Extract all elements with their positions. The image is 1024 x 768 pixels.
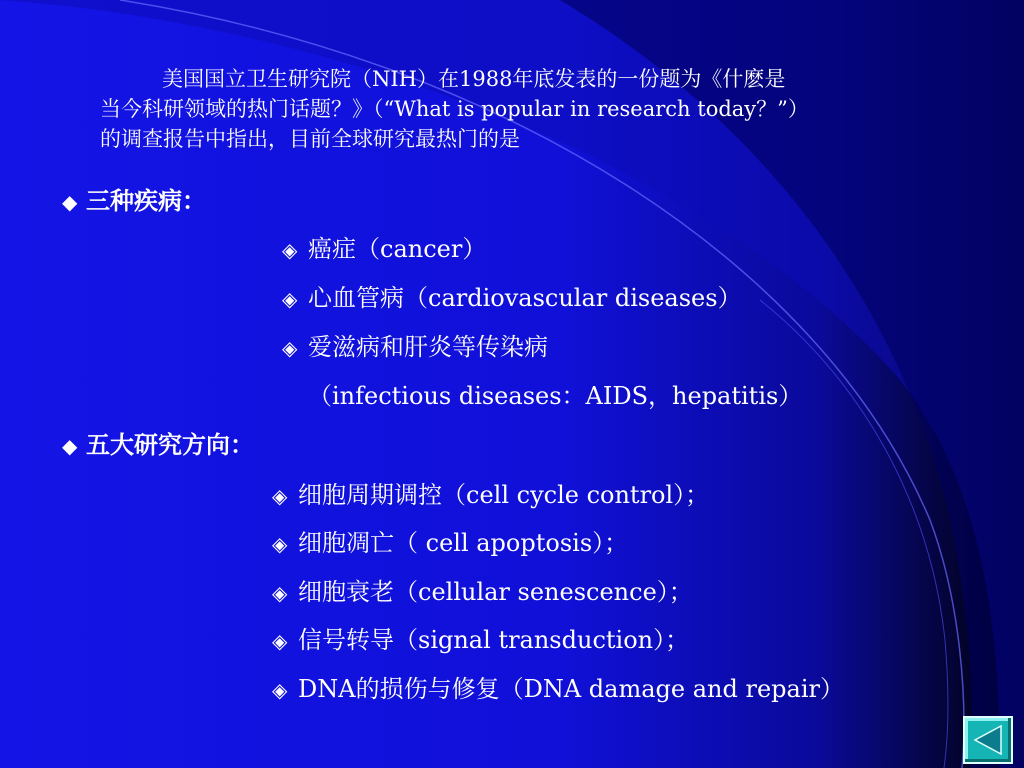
intro-line-1: 美国国立卫生研究院（NIH）在1988年底发表的一份题为《什麽是: [162, 67, 786, 91]
list-item: ◈ 信号转导（signal transduction）；: [272, 626, 690, 654]
intro-line-2: 当今科研领域的热门话题？》（“What is popular in research today？”）: [100, 97, 809, 121]
list-item: ◈ DNA的损伤与修复（DNA damage and repair）: [272, 675, 844, 703]
list-item: ◈ 细胞周期调控（cell cycle control）；: [272, 481, 710, 509]
diamond-outline-bullet-icon: ◈: [272, 581, 288, 605]
diamond-bullet-icon: ◆: [62, 434, 78, 458]
list-item: ◈ 癌症（cancer）: [282, 235, 487, 263]
diamond-outline-bullet-icon: ◈: [282, 336, 298, 360]
intro-paragraph: [100, 64, 1000, 154]
list-item: ◈ 细胞衰老（cellular senescence）；: [272, 578, 693, 606]
list-item: ◈ 爱滋病和肝炎等传染病: [282, 333, 548, 361]
section-heading-diseases: [62, 186, 206, 217]
list-item-continuation: （infectious diseases：AIDS，hepatitis）: [308, 382, 803, 410]
diamond-outline-bullet-icon: ◈: [272, 678, 288, 702]
diamond-outline-bullet-icon: ◈: [272, 629, 288, 653]
diamond-bullet-icon: ◆: [62, 190, 78, 214]
section-heading-directions: [62, 430, 254, 461]
diamond-outline-bullet-icon: ◈: [282, 238, 298, 262]
diamond-outline-bullet-icon: ◈: [272, 484, 288, 508]
section-heading-diseases-text: 三种疾病：: [86, 186, 206, 215]
diamond-outline-bullet-icon: ◈: [272, 532, 288, 556]
list-item: ◈ 细胞凋亡（ cell apoptosis）；: [272, 529, 629, 557]
intro-line-3: 的调查报告中指出，目前全球研究最热门的是: [100, 127, 520, 151]
previous-slide-button[interactable]: [963, 716, 1013, 764]
list-item: ◈ 心血管病（cardiovascular diseases）: [282, 284, 742, 312]
play-left-triangle-icon: [965, 718, 1011, 762]
diamond-outline-bullet-icon: ◈: [282, 287, 298, 311]
section-heading-directions-text: 五大研究方向：: [86, 430, 254, 459]
